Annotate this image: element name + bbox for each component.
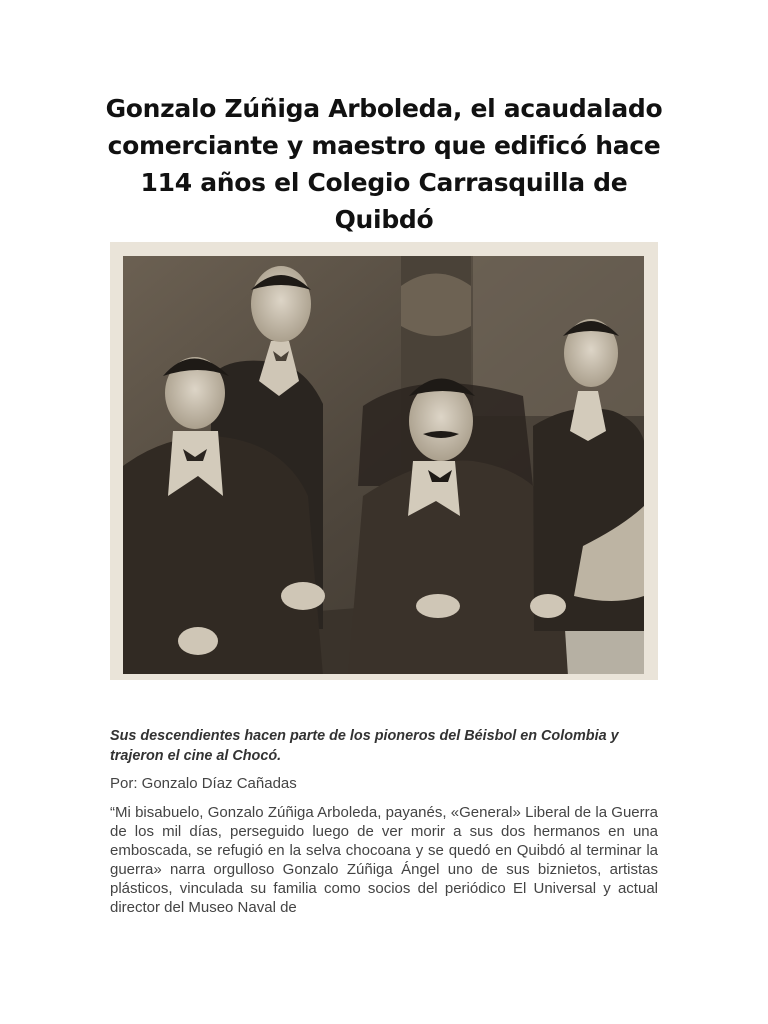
historic-photo	[110, 242, 658, 680]
group-portrait-image	[123, 256, 644, 674]
author-byline: Por: Gonzalo Díaz Cañadas	[110, 775, 297, 792]
article-title: Gonzalo Zúñiga Arboleda, el acaudalado comerciante y maestro que edificó hace 114 años el Colegio Carrasquilla de Quibdó	[105, 94, 663, 234]
article-subtitle: Sus descendientes hacen parte de los pioneros del Béisbol en Colombia y trajeron el cine al Chocó.	[110, 728, 619, 764]
article-body: “Mi bisabuelo, Gonzalo Zúñiga Arboleda, payanés, «General» Liberal de la Guerra de los mil días, perseguido luego de ver morir a sus dos hermanos en una emboscada, se refugió en la selva chocoana y se quedó en Quibdó al terminar la guerra» narra orgulloso Gonzalo Zúñiga Ángel uno de sus biznietos, artistas plásticos, vinculada su familia como socios del periódico El Universal y actual director del Museo Naval de	[110, 804, 658, 916]
